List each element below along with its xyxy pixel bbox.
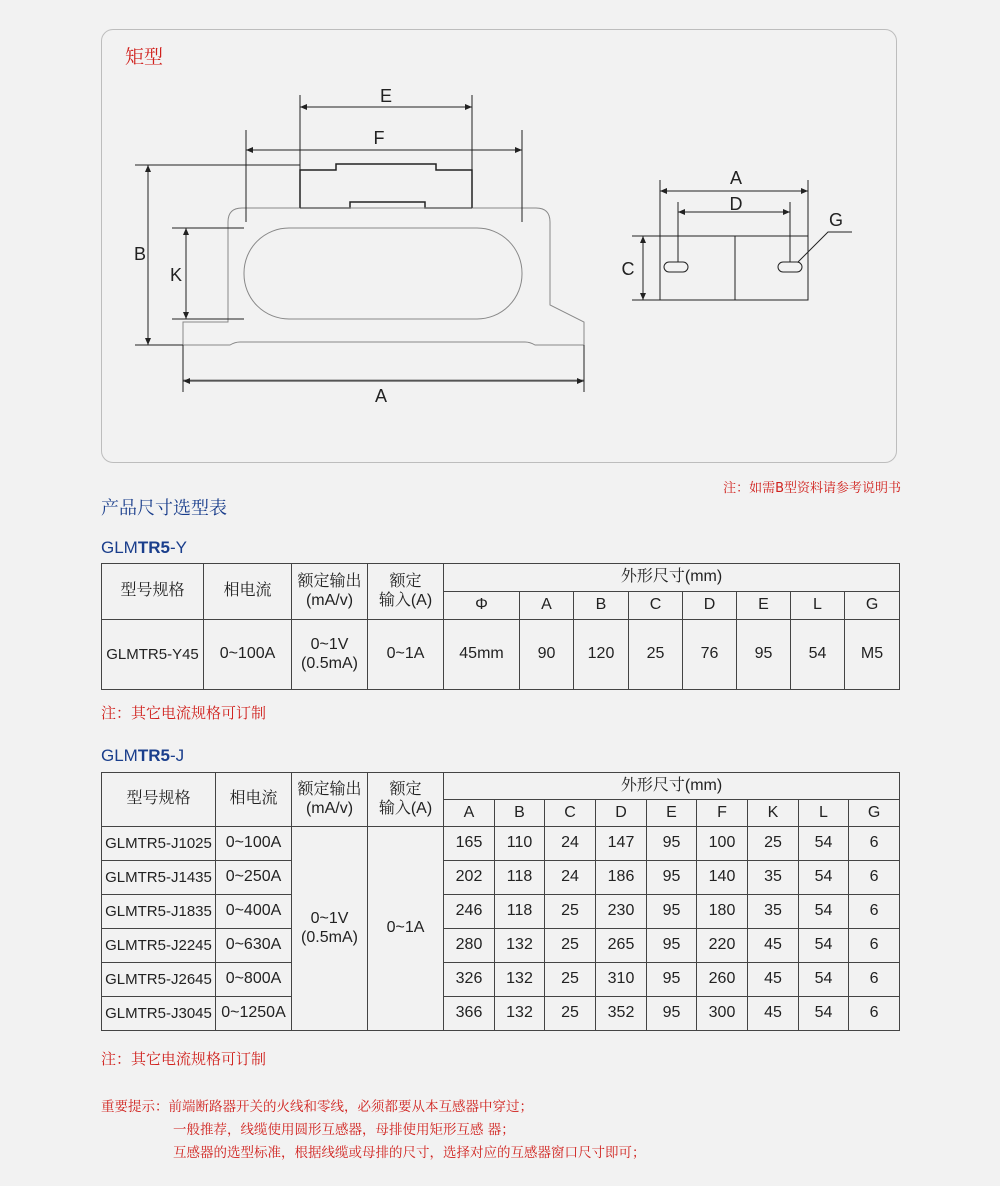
current-cell: 0~1250A (216, 997, 292, 1031)
dim-cell: 95 (647, 929, 697, 963)
side-label-a: A (729, 168, 743, 188)
header-dims: 外形尺寸(mm) (444, 773, 900, 800)
dim-cell: 45 (748, 997, 799, 1031)
dim-cell: 54 (799, 895, 849, 929)
header-current: 相电流 (204, 564, 292, 620)
model-title-j: GLMTR5-J (101, 746, 185, 765)
dim-cell: M5 (845, 620, 900, 690)
dim-cell: 45 (748, 929, 799, 963)
table-row (102, 997, 900, 1031)
dim-cell: 95 (647, 861, 697, 895)
dim-col-header: C (629, 592, 683, 620)
current-cell: 0~630A (216, 929, 292, 963)
current-cell: 0~800A (216, 963, 292, 997)
important-tips (101, 1096, 646, 1165)
dim-col-header: B (495, 800, 545, 827)
header-output: 额定输出 (mA/v) (292, 773, 368, 827)
dim-cell: 24 (545, 827, 596, 861)
model-title-y: GLMTR5-Y (101, 538, 187, 557)
tip-line-1: 重要提示：前端断路器开关的火线和零线，必须都要从本互感器中穿过； (101, 1099, 533, 1115)
section-title: 产品尺寸选型表 (101, 498, 227, 519)
dim-cell: 54 (791, 620, 845, 690)
dim-col-header: A (520, 592, 574, 620)
dim-col-header: G (845, 592, 900, 620)
dim-cell: 280 (444, 929, 495, 963)
dim-cell: 35 (748, 895, 799, 929)
model-cell: GLMTR5-Y45 (102, 620, 204, 690)
dim-cell: 25 (545, 963, 596, 997)
dim-col-header: D (683, 592, 737, 620)
table-row (102, 620, 900, 690)
dim-cell: 220 (697, 929, 748, 963)
dim-col-header: E (737, 592, 791, 620)
side-label-g: G (828, 210, 844, 230)
dim-col-header: K (748, 800, 799, 827)
current-cell: 0~400A (216, 895, 292, 929)
current-cell: 0~100A (204, 620, 292, 690)
j-note: 注：其它电流规格可订制 (101, 1050, 267, 1068)
dim-cell: 352 (596, 997, 647, 1031)
model-cell: GLMTR5-J1025 (102, 827, 216, 861)
dim-cell: 95 (737, 620, 791, 690)
dim-col-header: Φ (444, 592, 520, 620)
tip-line-2: 一般推荐，线缆使用圆形互感器，母排使用矩形互感 器； (173, 1122, 515, 1138)
dim-cell: 95 (647, 963, 697, 997)
dim-cell: 310 (596, 963, 647, 997)
y-spec-table (101, 563, 900, 690)
current-cell: 0~100A (216, 827, 292, 861)
y-note: 注：其它电流规格可订制 (101, 704, 267, 722)
input-cell: 0~1A (368, 827, 444, 1031)
dim-cell: 25 (545, 929, 596, 963)
dim-col-header: F (697, 800, 748, 827)
dim-cell: 6 (849, 963, 900, 997)
dim-col-header: D (596, 800, 647, 827)
dim-cell: 76 (683, 620, 737, 690)
side-label-d: D (729, 194, 743, 214)
dim-col-header: E (647, 800, 697, 827)
dim-cell: 25 (629, 620, 683, 690)
model-cell: GLMTR5-J1435 (102, 861, 216, 895)
dim-cell: 366 (444, 997, 495, 1031)
side-label-c: C (621, 259, 635, 279)
table-row (102, 861, 900, 895)
label-a: A (374, 386, 388, 406)
output-cell: 0~1V (0.5mA) (292, 620, 368, 690)
label-b: B (133, 244, 147, 264)
dimension-drawing (0, 0, 1000, 470)
dim-cell: 45 (748, 963, 799, 997)
dim-cell: 45mm (444, 620, 520, 690)
dim-cell: 118 (495, 861, 545, 895)
dim-cell: 118 (495, 895, 545, 929)
dim-cell: 90 (520, 620, 574, 690)
dim-cell: 326 (444, 963, 495, 997)
dim-cell: 165 (444, 827, 495, 861)
dim-cell: 6 (849, 827, 900, 861)
dim-cell: 246 (444, 895, 495, 929)
dim-cell: 95 (647, 827, 697, 861)
dim-col-header: G (849, 800, 900, 827)
j-spec-table (101, 772, 900, 1031)
dim-cell: 25 (545, 997, 596, 1031)
label-k: K (169, 265, 183, 285)
table-row (102, 827, 900, 861)
dim-col-header: L (791, 592, 845, 620)
dim-cell: 140 (697, 861, 748, 895)
table-row (102, 895, 900, 929)
dim-cell: 6 (849, 861, 900, 895)
dim-col-header: B (574, 592, 629, 620)
header-dims: 外形尺寸(mm) (444, 564, 900, 592)
dim-col-header: L (799, 800, 849, 827)
dim-cell: 54 (799, 997, 849, 1031)
dim-cell: 230 (596, 895, 647, 929)
dim-cell: 25 (545, 895, 596, 929)
dim-cell: 54 (799, 929, 849, 963)
dim-cell: 54 (799, 827, 849, 861)
dim-col-header: A (444, 800, 495, 827)
dim-cell: 132 (495, 963, 545, 997)
dim-cell: 265 (596, 929, 647, 963)
dim-cell: 132 (495, 997, 545, 1031)
model-cell: GLMTR5-J3045 (102, 997, 216, 1031)
dim-col-header: C (545, 800, 596, 827)
dim-cell: 300 (697, 997, 748, 1031)
header-input: 额定 输入(A) (368, 564, 444, 620)
model-cell: GLMTR5-J2645 (102, 963, 216, 997)
dim-cell: 186 (596, 861, 647, 895)
label-f: F (373, 128, 385, 148)
drawing-title: 矩型 (125, 46, 164, 68)
tip-line-3: 互感器的选型标准，根据线缆或母排的尺寸，选择对应的互感器窗口尺寸即可； (173, 1145, 646, 1161)
dim-cell: 95 (647, 997, 697, 1031)
output-cell: 0~1V (0.5mA) (292, 827, 368, 1031)
dim-cell: 110 (495, 827, 545, 861)
dim-cell: 24 (545, 861, 596, 895)
dim-cell: 260 (697, 963, 748, 997)
current-cell: 0~250A (216, 861, 292, 895)
dim-cell: 120 (574, 620, 629, 690)
dim-cell: 202 (444, 861, 495, 895)
dim-cell: 180 (697, 895, 748, 929)
dim-cell: 6 (849, 895, 900, 929)
table-row (102, 929, 900, 963)
header-model: 型号规格 (102, 773, 216, 827)
input-cell: 0~1A (368, 620, 444, 690)
note-b-type: 注：如需B型资料请参考说明书 (723, 481, 901, 496)
label-e: E (379, 86, 393, 106)
dim-cell: 35 (748, 861, 799, 895)
dim-cell: 147 (596, 827, 647, 861)
dim-cell: 6 (849, 929, 900, 963)
dim-cell: 100 (697, 827, 748, 861)
model-cell: GLMTR5-J1835 (102, 895, 216, 929)
dim-cell: 54 (799, 963, 849, 997)
header-output: 额定输出 (mA/v) (292, 564, 368, 620)
header-input: 额定 输入(A) (368, 773, 444, 827)
header-model: 型号规格 (102, 564, 204, 620)
dim-cell: 132 (495, 929, 545, 963)
dim-cell: 54 (799, 861, 849, 895)
dim-cell: 95 (647, 895, 697, 929)
dim-cell: 6 (849, 997, 900, 1031)
header-current: 相电流 (216, 773, 292, 827)
model-cell: GLMTR5-J2245 (102, 929, 216, 963)
dim-cell: 25 (748, 827, 799, 861)
table-row (102, 963, 900, 997)
